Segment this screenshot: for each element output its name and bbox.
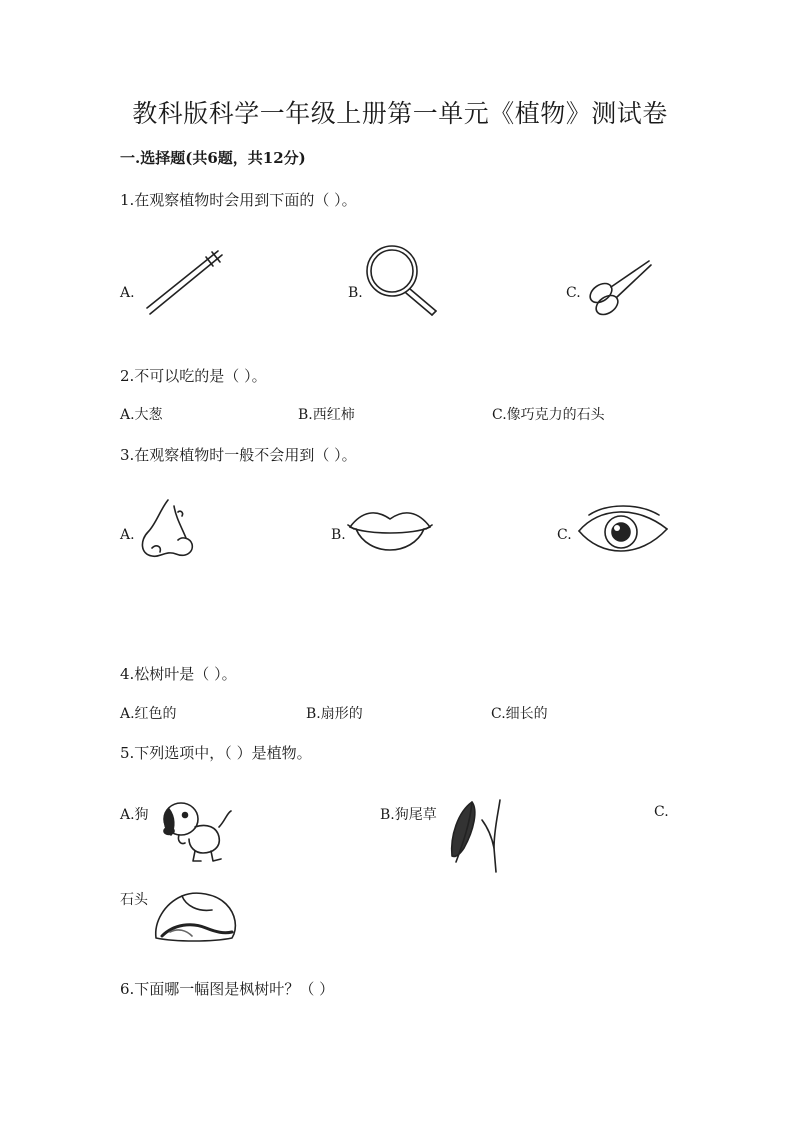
question-1-option-a[interactable]: A. — [120, 285, 135, 301]
question-4-option-c[interactable]: C.细长的 — [491, 706, 548, 722]
question-5-option-c-label: 石头 — [120, 892, 148, 908]
magnifying-glass-icon — [362, 243, 447, 323]
question-4-option-b[interactable]: B.扇形的 — [306, 706, 363, 722]
question-3-text: 3.在观察植物时一般不会用到（ ）。 — [120, 446, 357, 464]
foxtail-grass-icon — [444, 796, 508, 876]
section-heading: 一.选择题(共6题，共12分) — [120, 149, 306, 167]
question-6-text: 6.下面哪一幅图是枫树叶？（ ） — [120, 980, 335, 998]
question-3-option-c[interactable]: C. — [557, 527, 572, 543]
question-2-option-b[interactable]: B.西红柿 — [298, 407, 355, 423]
question-1-text: 1.在观察植物时会用到下面的（ ）。 — [120, 191, 357, 209]
page-title: 教科版科学一年级上册第一单元《植物》测试卷 — [132, 99, 668, 128]
question-5-text: 5.下列选项中，（ ）是植物。 — [120, 744, 312, 762]
question-4-text: 4.松树叶是（ ）。 — [120, 665, 237, 683]
mouth-icon — [346, 505, 434, 563]
question-2-option-a[interactable]: A.大葱 — [120, 407, 163, 423]
question-1-option-b[interactable]: B. — [348, 285, 363, 301]
question-2-option-c[interactable]: C.像巧克力的石头 — [492, 407, 605, 423]
nose-icon — [138, 498, 198, 564]
question-2-text: 2.不可以吃的是（ ）。 — [120, 367, 267, 385]
eye-icon — [575, 505, 671, 561]
question-5-option-b[interactable]: B.狗尾草 — [380, 807, 437, 823]
rock-icon — [152, 888, 238, 944]
question-5-option-c[interactable]: C. — [654, 804, 669, 820]
dog-icon — [155, 797, 237, 865]
chopsticks-icon — [140, 244, 230, 324]
question-5-option-a[interactable]: A.狗 — [120, 807, 149, 823]
scissors-icon — [585, 255, 655, 320]
question-3-option-a[interactable]: A. — [120, 527, 135, 543]
question-1-option-c[interactable]: C. — [566, 285, 581, 301]
question-4-option-a[interactable]: A.红色的 — [120, 706, 177, 722]
question-3-option-b[interactable]: B. — [331, 527, 346, 543]
